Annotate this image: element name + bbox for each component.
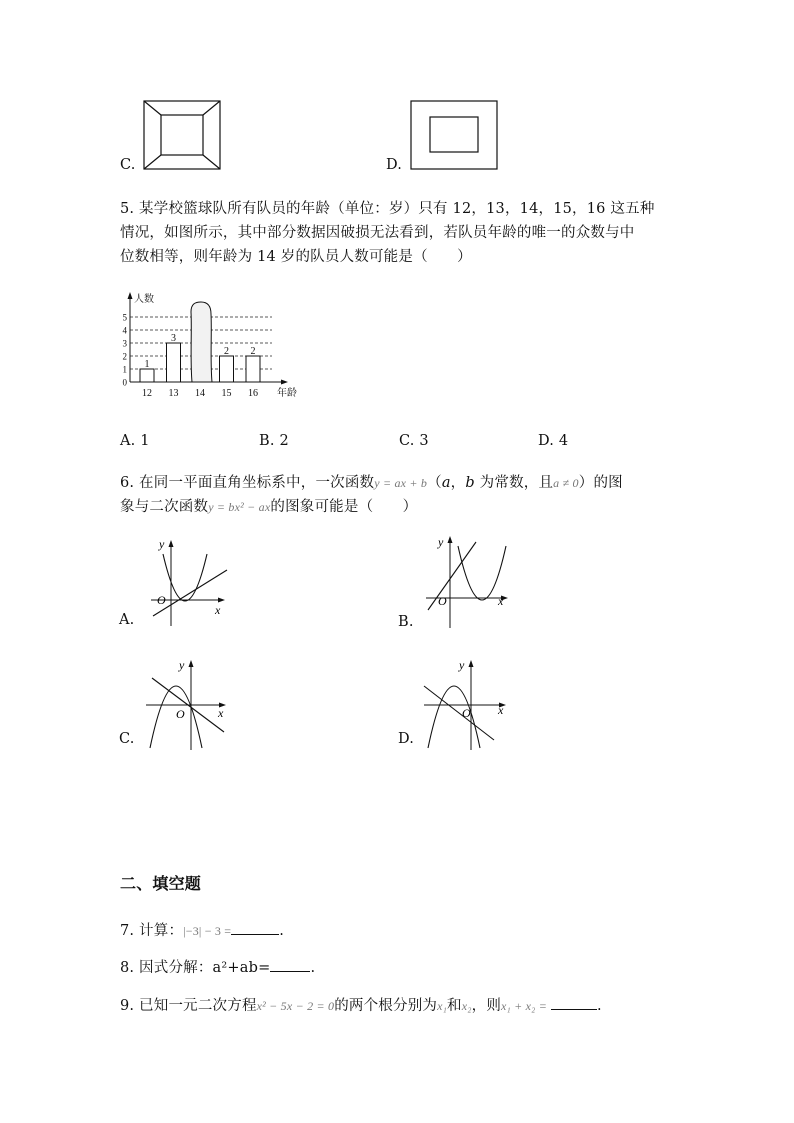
- graph-b-label: B.: [398, 614, 414, 630]
- graph-d-label: D.: [398, 731, 415, 747]
- chart-data-label: 3: [171, 333, 176, 344]
- chart-bar: [246, 356, 260, 382]
- chart-category-label: 12: [142, 388, 152, 399]
- chart-x-arrow: [281, 380, 288, 385]
- q6-line1-suffix: ）的图: [578, 475, 623, 491]
- q6-line2-prefix: 象与二次函数: [120, 499, 209, 515]
- graph-b-origin: O: [438, 594, 447, 608]
- q7-prefix: 7. 计算：: [120, 923, 184, 939]
- q9-then: ，则: [471, 998, 502, 1014]
- q6-quadratic-function: y = bx² − ax: [208, 500, 271, 514]
- q5-option-a: A. 1: [120, 433, 150, 449]
- q9-answer-blank[interactable]: [551, 995, 597, 1010]
- q7-line: [120, 919, 284, 940]
- chart-category-label: 15: [221, 388, 232, 399]
- graph-c-label: C.: [119, 731, 135, 747]
- chart-bar: [167, 343, 181, 382]
- graph-a-origin: O: [157, 593, 166, 607]
- chart-data-label: 2: [224, 346, 229, 357]
- q6-var-a: a: [441, 475, 451, 491]
- graph-a-label: A.: [119, 612, 135, 628]
- q5-option-d: D. 4: [538, 433, 569, 449]
- q8-line: [120, 956, 315, 977]
- graph-a: [145, 536, 235, 628]
- q8-answer-blank[interactable]: [270, 957, 310, 972]
- q9-suffix: .: [597, 998, 602, 1014]
- q5-line-3: 位数相等，则年龄为 14 岁的队员人数可能是（ ）: [120, 249, 472, 265]
- graph-b-y: y: [438, 535, 444, 549]
- graph-d: [418, 656, 518, 752]
- chart-category-label: 13: [168, 388, 179, 399]
- q6-condition: a ≠ 0: [553, 476, 579, 490]
- q9-and: 和: [447, 998, 462, 1014]
- q9-x2: x₂: [461, 999, 472, 1013]
- graph-a-x: x: [215, 603, 221, 617]
- q8-text: 8. 因式分解：a²+ab=: [120, 960, 271, 976]
- graph-c-y: y: [179, 658, 185, 672]
- chart-y-arrow: [128, 292, 133, 299]
- q7-answer-blank[interactable]: [231, 920, 279, 935]
- q7-expression: |−3| − 3 =: [183, 924, 232, 938]
- chart-y-tick: 2: [122, 351, 127, 362]
- chart-y-tick: 1: [122, 364, 127, 375]
- q5-option-c: C. 3: [399, 433, 429, 449]
- q9-sum: x₁ + x₂ =: [501, 999, 548, 1013]
- chart-bar: [220, 356, 234, 382]
- q6-line1-prefix: 6. 在同一平面直角坐标系中，一次函数: [120, 475, 375, 491]
- figure-option-d: [407, 98, 501, 172]
- q9-line: [120, 994, 602, 1015]
- q9-x1: x₁: [437, 999, 448, 1013]
- chart-data-label: 1: [144, 359, 150, 370]
- chart-y-tick: 3: [122, 338, 127, 349]
- chart-category-label: 14: [195, 388, 205, 399]
- q6-linear-function: y = ax + b: [374, 476, 428, 490]
- chart-y-tick: 5: [122, 312, 127, 323]
- graph-a-y: y: [159, 537, 165, 551]
- q6-var-b: b: [465, 475, 475, 491]
- graph-c-origin: O: [176, 707, 185, 721]
- chart-data-label: 2: [250, 346, 256, 357]
- q9-mid: 的两个根分别为: [334, 998, 438, 1014]
- q5-line-1: 5. 某学校篮球队所有队员的年龄（单位：岁）只有 12，13，14，15，16 这五种: [120, 201, 655, 217]
- option-d-label: D.: [386, 157, 403, 173]
- q5-option-b: B. 2: [259, 433, 289, 449]
- torn-region: [191, 302, 212, 382]
- q9-prefix: 9. 已知一元二次方程: [120, 998, 257, 1014]
- q6-comma: ，: [450, 475, 466, 491]
- q6-line-1: [120, 471, 623, 492]
- graph-d-x: x: [498, 703, 504, 717]
- age-bar-chart: [112, 290, 312, 402]
- q8-suffix: .: [310, 960, 316, 976]
- chart-y-tick: 4: [122, 325, 127, 336]
- q6-line2-suffix: 的图象可能是（ ）: [270, 499, 418, 515]
- graph-d-origin: O: [462, 706, 471, 720]
- chart-ylabel: 人数: [134, 294, 154, 305]
- chart-y-tick: 0: [122, 377, 127, 388]
- q9-equation: x² − 5x − 2 = 0: [256, 999, 335, 1013]
- figure-option-c: [140, 98, 224, 172]
- q6-const-text: 为常数，且: [474, 475, 554, 491]
- graph-c: [140, 656, 240, 752]
- chart-category-label: 16: [248, 388, 258, 399]
- q6-line1-mid: （: [427, 475, 442, 491]
- q6-line-2: [120, 495, 417, 516]
- chart-xlabel: 年龄: [277, 388, 297, 399]
- graph-d-y: y: [459, 658, 465, 672]
- q7-suffix: .: [279, 923, 285, 939]
- option-c-label: C.: [120, 157, 136, 173]
- graph-c-x: x: [218, 706, 224, 720]
- graph-b-x: x: [498, 594, 504, 608]
- section-title: 二、填空题: [120, 874, 202, 893]
- graph-b: [418, 534, 518, 630]
- q5-line-2: 情况，如图所示，其中部分数据因破损无法看到，若队员年龄的唯一的众数与中: [120, 225, 635, 241]
- chart-bar: [140, 369, 154, 382]
